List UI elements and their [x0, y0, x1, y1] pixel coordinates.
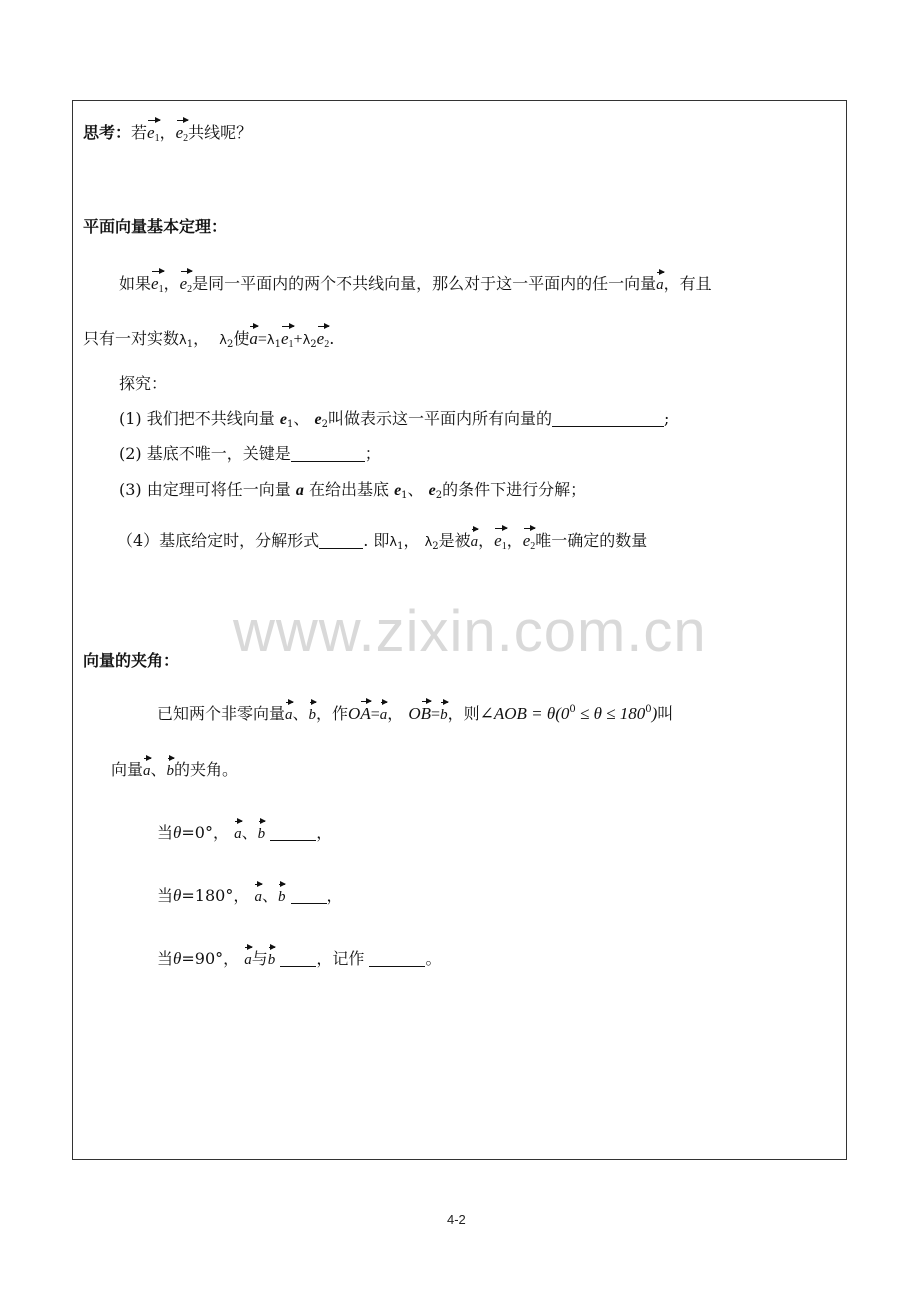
- comma: ，: [387, 704, 404, 723]
- lambda-symbol: λ: [389, 535, 398, 550]
- plus-sign: +: [293, 331, 303, 348]
- explore-text: 是被: [438, 531, 471, 550]
- vector-e1: [147, 119, 160, 150]
- angle-text: 向量: [111, 760, 144, 779]
- b-symbol: b: [440, 707, 448, 723]
- vector-b: [278, 883, 286, 908]
- sub-1: 1: [501, 541, 507, 552]
- explore-text: 在给出基底: [308, 480, 389, 499]
- vector-a: [254, 883, 262, 908]
- comma: ，: [506, 531, 523, 550]
- lambda-symbol: λ: [424, 535, 433, 550]
- angle-text: 的夹角。: [174, 760, 239, 779]
- sub-2: 2: [183, 133, 189, 144]
- sub-2: 2: [226, 339, 234, 350]
- a-symbol: a: [285, 707, 293, 723]
- a-symbol: a: [244, 952, 252, 968]
- equals-sign: =: [431, 706, 441, 723]
- vector-a: [244, 946, 252, 971]
- page-number: 4-2: [447, 1212, 466, 1227]
- vector-b: [258, 820, 266, 845]
- vector-a: [234, 820, 242, 845]
- comma: ，: [193, 329, 210, 348]
- dun-sep: 、: [292, 704, 309, 723]
- explore-item-3: [119, 479, 586, 507]
- sub-2: 2: [432, 541, 439, 552]
- vector-e2: [317, 325, 330, 356]
- vector-a: [249, 325, 258, 350]
- explore-text: (3) 由定理可将任一向量: [119, 480, 291, 499]
- watermark: www.zixin.com.cn: [233, 599, 707, 664]
- equals-sign: =: [370, 706, 380, 723]
- angle-text: 当: [157, 823, 174, 842]
- superscript-zero: 0: [569, 704, 576, 715]
- explore-item-4: [117, 527, 647, 558]
- angle-case-90: [157, 946, 441, 971]
- dun-sep: 、: [241, 823, 258, 842]
- dun-sep: 、: [293, 409, 310, 428]
- angle-text: ，记作: [316, 949, 365, 968]
- angle-value: =0°: [181, 823, 213, 842]
- a-symbol: a: [254, 889, 262, 905]
- blank-key[interactable]: [291, 445, 365, 462]
- angle-text: 叫: [657, 704, 674, 723]
- sub-1: 1: [274, 339, 281, 350]
- a-symbol: a: [470, 534, 479, 550]
- blank-case-0[interactable]: [270, 824, 316, 841]
- dun-sep: 、: [261, 886, 278, 905]
- sub-1: 1: [401, 490, 408, 501]
- explore-text: （4）基底给定时，分解形式: [117, 531, 320, 550]
- e-symbol: e: [394, 482, 402, 499]
- a-symbol: a: [249, 329, 258, 348]
- angle-text: 当: [157, 949, 174, 968]
- vector-b: [268, 946, 276, 971]
- vector-a: [656, 271, 664, 296]
- explore-text: 的条件下进行分解；: [442, 480, 587, 499]
- vector-b: [309, 701, 317, 726]
- vector-a: [143, 757, 151, 782]
- theta-symbol: θ: [173, 823, 182, 842]
- equals-sign: =: [257, 331, 267, 348]
- explore-text: (1) 我们把不共线向量: [119, 409, 275, 428]
- b-symbol: b: [166, 763, 175, 779]
- sub-1: 1: [288, 339, 294, 350]
- a-symbol: a: [295, 482, 304, 499]
- angle-case-0: [157, 820, 332, 845]
- comma: ，: [478, 531, 495, 550]
- comma: ，: [223, 949, 240, 968]
- angle-value: =90°: [181, 949, 224, 968]
- theta-symbol: θ: [173, 949, 182, 968]
- theorem-text: 只有一对实数: [83, 329, 180, 348]
- point-a: A: [360, 704, 371, 723]
- explore-text: . 即: [363, 531, 390, 550]
- b-symbol: b: [267, 952, 276, 968]
- theta-symbol: θ: [173, 886, 182, 905]
- sub-2: 2: [324, 339, 330, 350]
- think-suffix: 共线呢？: [188, 123, 253, 142]
- close-paren: ): [651, 704, 658, 723]
- theorem-text: 使: [233, 329, 250, 348]
- think-line: [83, 119, 252, 150]
- angle-text: ，作: [316, 704, 349, 723]
- b-symbol: b: [308, 707, 317, 723]
- think-prefix: 若: [131, 123, 148, 142]
- a-symbol: a: [379, 707, 388, 723]
- vector-e2: [180, 270, 193, 301]
- vector-e1: [151, 270, 164, 301]
- angle-text: ，则: [447, 704, 480, 723]
- lambda-symbol: λ: [302, 333, 311, 348]
- point-b: B: [420, 704, 432, 723]
- angle-case-180: [157, 883, 343, 908]
- dun-sep: 、: [407, 480, 424, 499]
- superscript-zero: 0: [645, 704, 652, 715]
- think-label: 思考：: [83, 123, 132, 142]
- theorem-title: 平面向量基本定理：: [83, 217, 228, 236]
- vector-e1: [494, 527, 507, 558]
- theorem-text: 如果: [119, 274, 152, 293]
- angle-paragraph-1: [157, 699, 673, 726]
- sub-2: 2: [530, 541, 536, 552]
- period: 。: [425, 949, 442, 968]
- e-symbol: e: [179, 274, 188, 293]
- angle-value: =180°: [181, 886, 234, 905]
- blank-basis[interactable]: [552, 410, 664, 427]
- point-o: O: [408, 704, 421, 723]
- vector-OA: [360, 700, 370, 725]
- vector-e1: [281, 325, 294, 356]
- angle-text: 当: [157, 886, 174, 905]
- blank-case-180[interactable]: [291, 887, 327, 904]
- explore-text: 叫做表示这一平面内所有向量的: [327, 409, 552, 428]
- semicolon: ；: [364, 444, 381, 463]
- sub-1: 1: [154, 133, 160, 144]
- b-symbol: b: [277, 889, 286, 905]
- sub-1: 1: [397, 541, 404, 552]
- theorem-text: ，有且: [663, 274, 712, 293]
- semicolon: ;: [663, 409, 670, 428]
- point-o: O: [348, 704, 361, 723]
- vector-b: [167, 757, 175, 782]
- e-symbol: e: [316, 329, 325, 348]
- comma: ，: [326, 886, 343, 905]
- lambda-symbol: λ: [266, 333, 275, 348]
- b-symbol: b: [257, 826, 266, 842]
- angle-paragraph-2: [111, 757, 238, 782]
- vector-b: [440, 701, 448, 726]
- sub-2: 2: [321, 419, 328, 430]
- sub-1: 1: [186, 339, 194, 350]
- vector-a: [380, 701, 388, 726]
- sub-2: 2: [310, 339, 317, 350]
- vector-e2: [176, 119, 189, 150]
- e-symbol: e: [147, 123, 155, 142]
- theorem-text: 是同一平面内的两个不共线向量，那么对于这一平面内的任一向量: [192, 274, 657, 293]
- comma: ，: [159, 123, 176, 142]
- comma: ，: [212, 823, 229, 842]
- comma: ，: [403, 531, 420, 550]
- vector-OB: [421, 700, 431, 725]
- angle-range: ≤ θ ≤ 180: [575, 704, 646, 723]
- a-symbol: a: [656, 277, 664, 293]
- e-symbol: e: [151, 274, 159, 293]
- lambda-symbol: λ: [179, 333, 187, 348]
- angle-text: 已知两个非零向量: [157, 704, 286, 723]
- period: .: [329, 329, 335, 348]
- angle-text: 与: [251, 949, 268, 968]
- blank-notation[interactable]: [369, 950, 425, 967]
- theorem-paragraph-1: [119, 270, 712, 301]
- lambda-symbol: λ: [219, 333, 227, 348]
- vector-e2: [523, 527, 536, 558]
- e-symbol: e: [522, 531, 531, 550]
- sub-1: 1: [158, 284, 164, 295]
- e-symbol: e: [175, 123, 184, 142]
- comma: ，: [233, 886, 250, 905]
- explore-title: 探究：: [119, 374, 168, 393]
- angle-title: 向量的夹角：: [83, 651, 180, 670]
- explore-text: (2) 基底不唯一，关键是: [119, 444, 291, 463]
- vector-a: [285, 701, 293, 726]
- angle-expression: ∠AOB = θ(0: [479, 704, 570, 723]
- explore-text: 唯一确定的数量: [535, 531, 648, 550]
- blank-case-90[interactable]: [280, 950, 316, 967]
- dun-sep: 、: [150, 760, 167, 779]
- e-symbol: e: [279, 411, 287, 428]
- e-symbol: e: [280, 329, 289, 348]
- explore-item-1: [119, 408, 669, 436]
- theorem-paragraph-2: [83, 325, 334, 356]
- comma: ，: [163, 274, 180, 293]
- explore-item-2: [119, 443, 381, 465]
- sub-1: 1: [286, 419, 294, 430]
- e-symbol: e: [314, 411, 322, 428]
- vector-a: [471, 528, 479, 553]
- sub-2: 2: [435, 490, 443, 501]
- a-symbol: a: [143, 763, 151, 779]
- e-symbol: e: [494, 531, 502, 550]
- blank-form[interactable]: [319, 532, 363, 549]
- sub-2: 2: [187, 284, 193, 295]
- e-symbol: e: [428, 482, 436, 499]
- a-symbol: a: [234, 826, 242, 842]
- comma: ，: [316, 823, 333, 842]
